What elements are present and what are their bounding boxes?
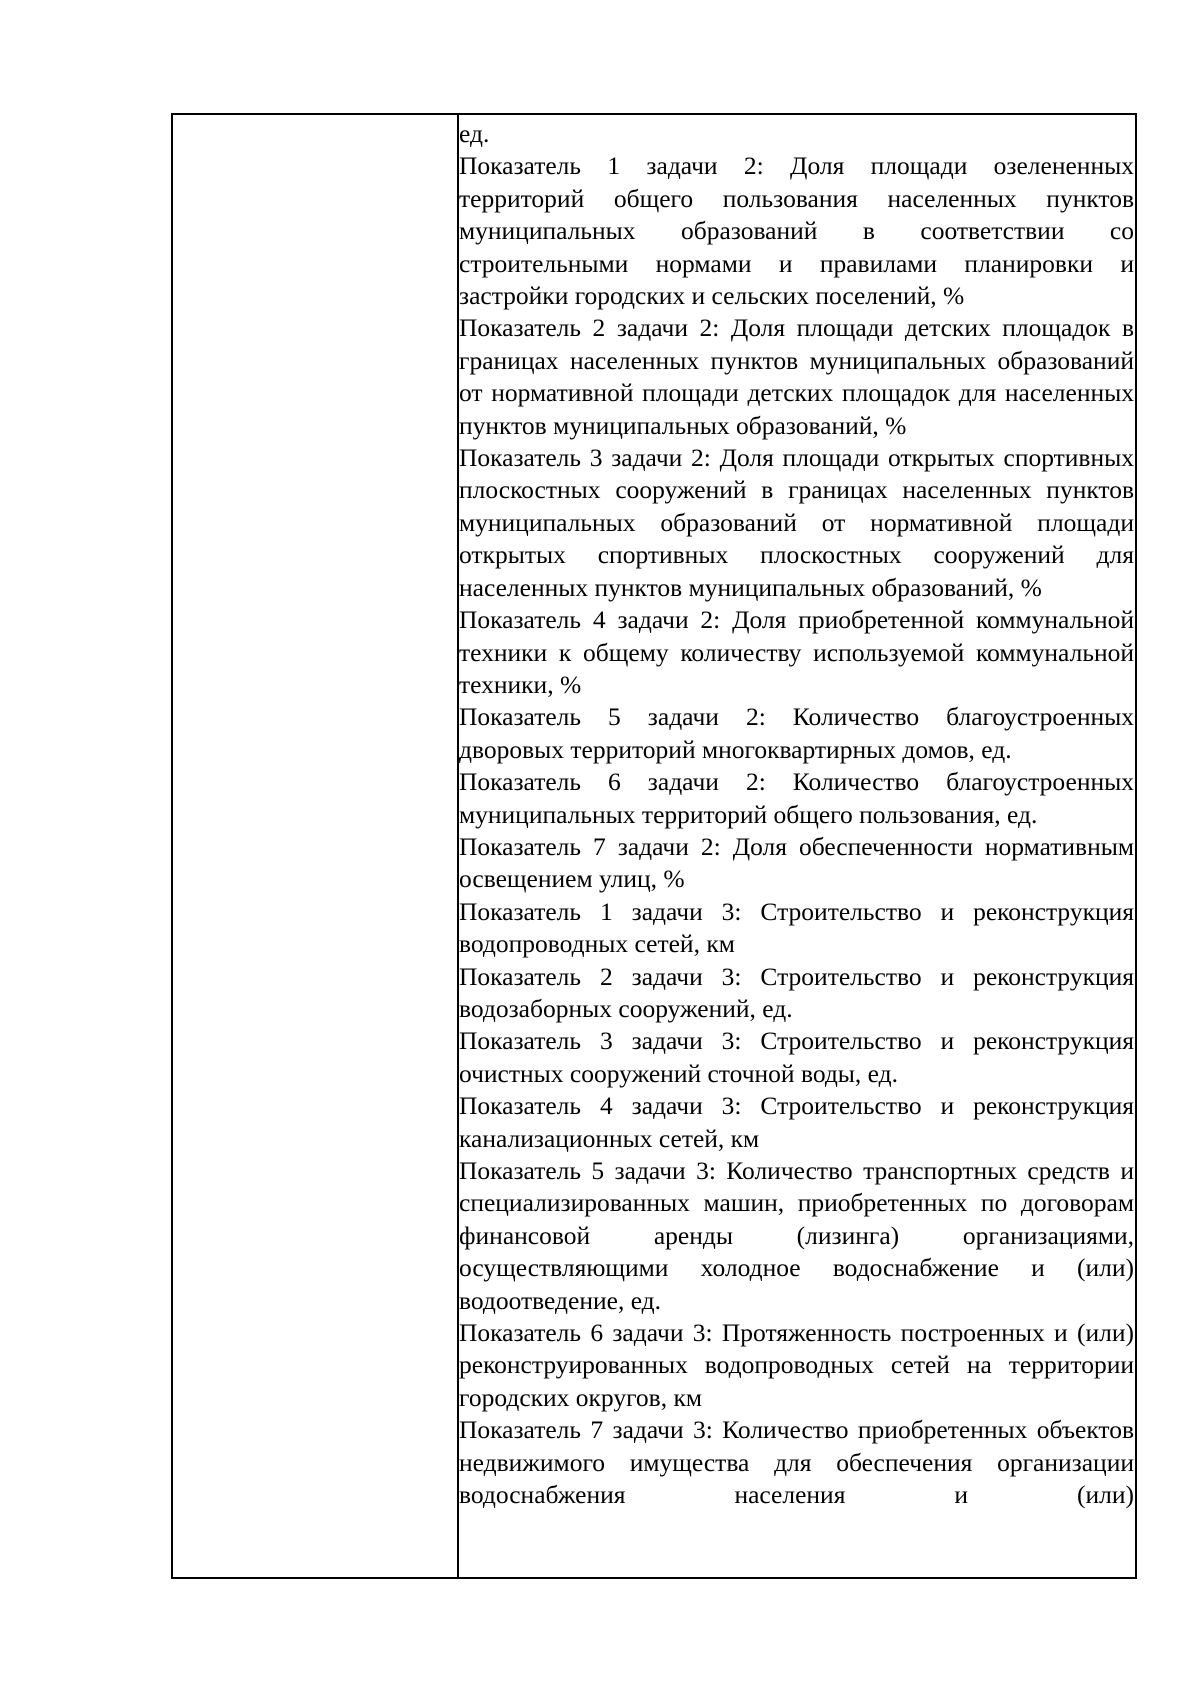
indicator-paragraph: Показатель 1 задачи 2: Доля площади озелененных территорий общего пользования населенных пунктов муниципальных образований в соответствии со строительными нормами и правилами планировки и застройки городских и сельских поселений, % bbox=[459, 151, 1134, 311]
indicator-paragraph: Показатель 4 задачи 3: Строительство и реконструкция канализационных сетей, км bbox=[459, 1091, 1134, 1153]
indicator-paragraph: Показатель 5 задачи 3: Количество транспортных средств и специализированных машин, приобретенных по договорам финансовой аренды (лизинга) организациями, осуществляющими холодное водоснабжение и (или) водоотведение, ед. bbox=[459, 1156, 1134, 1315]
indicator-paragraph: Показатель 7 задачи 2: Доля обеспеченности нормативным освещением улиц, % bbox=[459, 831, 1134, 894]
indicator-paragraph: Показатель 2 задачи 2: Доля площади детских площадок в границах населенных пунктов муниципальных образований от нормативной площади детских площадок для населенных пунктов муниципальных образований, % bbox=[459, 313, 1134, 440]
indicator-paragraph: Показатель 6 задачи 3: Протяженность построенных и (или) реконструированных водопроводных сетей на территории городских округов, км bbox=[459, 1318, 1134, 1412]
indicator-paragraph: Показатель 3 задачи 3: Строительство и реконструкция очистных сооружений сточной воды, ед. bbox=[459, 1026, 1134, 1088]
indicator-paragraph: Показатель 2 задачи 3: Строительство и реконструкция водозаборных сооружений, ед. bbox=[459, 961, 1134, 1023]
indicator-paragraph: Показатель 6 задачи 2: Количество благоустроенных муниципальных территорий общего пользования, ед. bbox=[459, 767, 1134, 829]
indicator-table bbox=[171, 113, 1137, 1579]
indicator-paragraph-continued: Показатель 7 задачи 3: Количество приобретенных объектов недвижимого имущества для обеспечения организации водоснабжения населения и (или) bbox=[459, 1415, 1134, 1510]
indicator-paragraph: Показатель 3 задачи 2: Доля площади открытых спортивных плоскостных сооружений в границах населенных пунктов муниципальных образований от нормативной площади открытых спортивных плоскостных сооружений для населенных пунктов муниципальных образований, % bbox=[459, 443, 1134, 602]
indicator-paragraph: Показатель 5 задачи 2: Количество благоустроенных дворовых территорий многоквартирных домов, ед. bbox=[459, 702, 1134, 764]
indicator-paragraph: Показатель 1 задачи 3: Строительство и реконструкция водопроводных сетей, км bbox=[459, 896, 1134, 959]
indicator-paragraph-unit-tail: ед. bbox=[459, 119, 490, 148]
table-left-cell bbox=[173, 115, 459, 1577]
indicator-paragraph: Показатель 4 задачи 2: Доля приобретенной коммунальной техники к общему количеству используемой коммунальной техники, % bbox=[459, 605, 1134, 699]
table-right-cell bbox=[459, 115, 1135, 1577]
